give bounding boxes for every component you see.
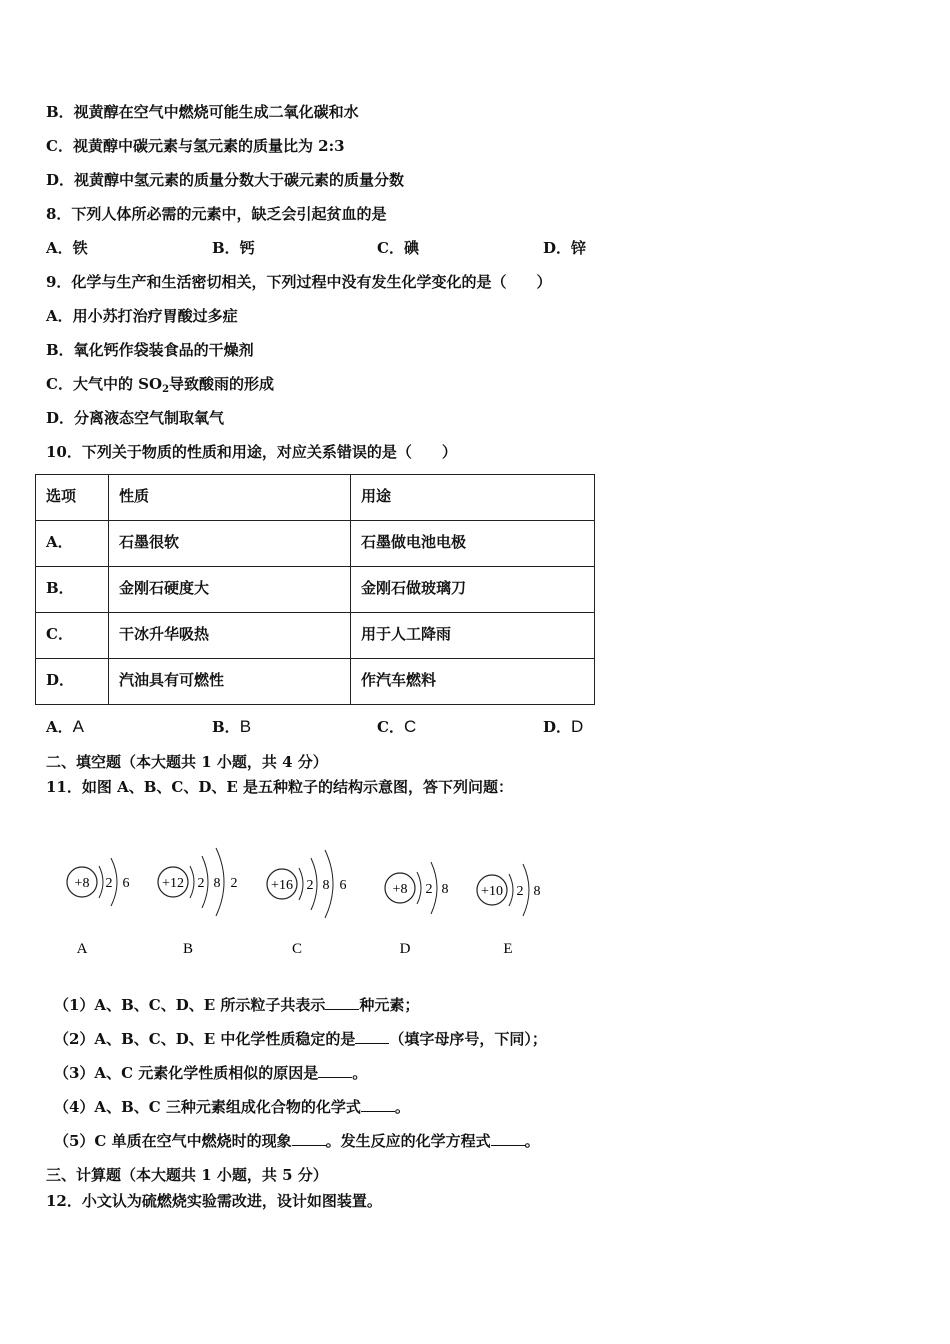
table-cell: 石墨很软 [109,521,351,567]
q7-option-d: D．视黄醇中氢元素的质量分数大于碳元素的质量分数 [46,171,405,189]
answer-label: A． [46,718,73,736]
shell-electrons: 2 [306,878,314,893]
shell-electrons: 2 [197,876,205,891]
answer-value: C [403,717,417,736]
table-header-row [36,475,595,521]
table-cell: 干冰升华吸热 [109,613,351,659]
atom-diagram [67,858,130,957]
atom-structure-diagrams [55,820,575,970]
q10-stem: 10．下列关于物质的性质和用途，对应关系错误的是（ ） [46,443,457,461]
table-header-cell: 选项 [36,475,109,521]
atom-diagram [385,862,449,957]
q10-table [35,474,595,705]
shell-electrons: 8 [213,876,221,891]
answer-blank[interactable] [361,1097,395,1112]
q9-stem: 9．化学与生产和生活密切相关，下列过程中没有发生化学变化的是（ ） [46,273,552,291]
answer-blank[interactable] [355,1029,389,1044]
question-text: （3）A、C 元素化学性质相似的原因是 [54,1064,319,1082]
table-cell: 金刚石做玻璃刀 [351,567,595,613]
table-row [36,521,595,567]
q11-sub-4 [54,1097,410,1117]
q10-answer-b [212,717,251,737]
answer-value: B [239,717,252,736]
question-text: 。发生反应的化学方程式 [325,1132,491,1150]
table-cell: D． [36,659,109,705]
q10-answer-c [377,717,416,737]
answer-label: C． [377,718,404,736]
q10-answer-a [46,717,84,737]
atom-label: D [399,941,411,957]
answer-blank[interactable] [491,1131,525,1146]
atom-diagram [477,864,541,957]
q7-option-b: B．视黄醇在空气中燃烧可能生成二氧化碳和水 [46,103,359,121]
atom-diagram [267,850,347,957]
answer-blank[interactable] [325,995,359,1010]
atom-label: C [291,941,303,957]
table-cell: 作汽车燃料 [351,659,595,705]
table-row [36,567,595,613]
question-text: 。 [524,1132,540,1150]
question-text: 。 [352,1064,368,1082]
table-cell: A． [36,521,109,567]
question-text: 种元素； [359,996,420,1014]
nucleus-charge: +8 [74,876,90,891]
shell-electrons: 6 [122,876,130,891]
nucleus-charge: +16 [271,878,293,893]
q9-option-c [46,374,274,400]
question-text: 。 [394,1098,410,1116]
nucleus-charge: +8 [392,882,408,897]
section-3-title: 三、计算题（本大题共 1 小题，共 5 分） [46,1166,328,1184]
table-header-cell: 用途 [351,475,595,521]
q11-stem: 11．如图 A、B、C、D、E 是五种粒子的结构示意图，答下列问题： [46,778,514,796]
atom-diagram [158,848,238,957]
answer-value: D [571,717,584,736]
answer-value: A [72,717,84,736]
question-text: （5）C 单质在空气中燃烧时的现象 [54,1132,292,1150]
q8-option-d: D．锌 [543,239,587,257]
shell-electrons: 8 [441,882,449,897]
q9-option-a: A．用小苏打治疗胃酸过多症 [46,307,238,325]
question-text: （4）A、B、C 三种元素组成化合物的化学式 [54,1098,361,1116]
shell-electrons: 2 [230,876,238,891]
shell-electrons: 6 [339,878,347,893]
q11-sub-3 [54,1063,367,1083]
q8-option-c: C．碘 [377,239,419,257]
q7-option-c: C．视黄醇中碳元素与氢元素的质量比为 2:3 [46,137,345,155]
q11-sub-5 [54,1131,540,1151]
table-cell: B． [36,567,109,613]
question-text: （填字母序号，下同）； [389,1030,547,1048]
q12-stem: 12．小文认为硫燃烧实验需改进，设计如图装置。 [46,1192,382,1210]
answer-blank[interactable] [292,1131,326,1146]
shell-electrons: 8 [533,884,541,899]
table-cell: 金刚石硬度大 [109,567,351,613]
q11-sub-2 [54,1029,547,1049]
shell-electrons: 8 [322,878,330,893]
answer-label: D． [543,718,572,736]
question-text: （1）A、B、C、D、E 所示粒子共表示 [54,996,326,1014]
q8-option-b: B．钙 [212,239,255,257]
atom-label: E [503,941,513,957]
table-row [36,613,595,659]
shell-electrons: 2 [425,882,433,897]
q9-option-c-pre: C．大气中的 SO [46,375,163,393]
question-text: （2）A、B、C、D、E 中化学性质稳定的是 [54,1030,356,1048]
shell-electrons: 2 [516,884,524,899]
q9-option-c-subscript: 2 [162,384,170,395]
q11-sub-1 [54,995,419,1015]
answer-blank[interactable] [318,1063,352,1078]
table-cell: 汽油具有可燃性 [109,659,351,705]
q10-answer-d [543,717,583,737]
atom-label: A [76,941,88,957]
section-2-title: 二、填空题（本大题共 1 小题，共 4 分） [46,753,328,771]
q8-option-a: A．铁 [46,239,88,257]
table-cell: 石墨做电池电极 [351,521,595,567]
nucleus-charge: +12 [162,876,184,891]
table-row [36,659,595,705]
answer-label: B． [212,718,240,736]
table-cell: 用于人工降雨 [351,613,595,659]
table-header-cell: 性质 [109,475,351,521]
q9-option-c-post: 导致酸雨的形成 [169,375,275,393]
q8-stem: 8．下列人体所必需的元素中，缺乏会引起贫血的是 [46,205,387,223]
shell-electrons: 2 [105,876,113,891]
q9-option-d: D．分离液态空气制取氧气 [46,409,225,427]
q9-option-b: B．氧化钙作袋装食品的干燥剂 [46,341,254,359]
atom-label: B [182,941,194,957]
table-cell: C． [36,613,109,659]
nucleus-charge: +10 [481,884,503,899]
